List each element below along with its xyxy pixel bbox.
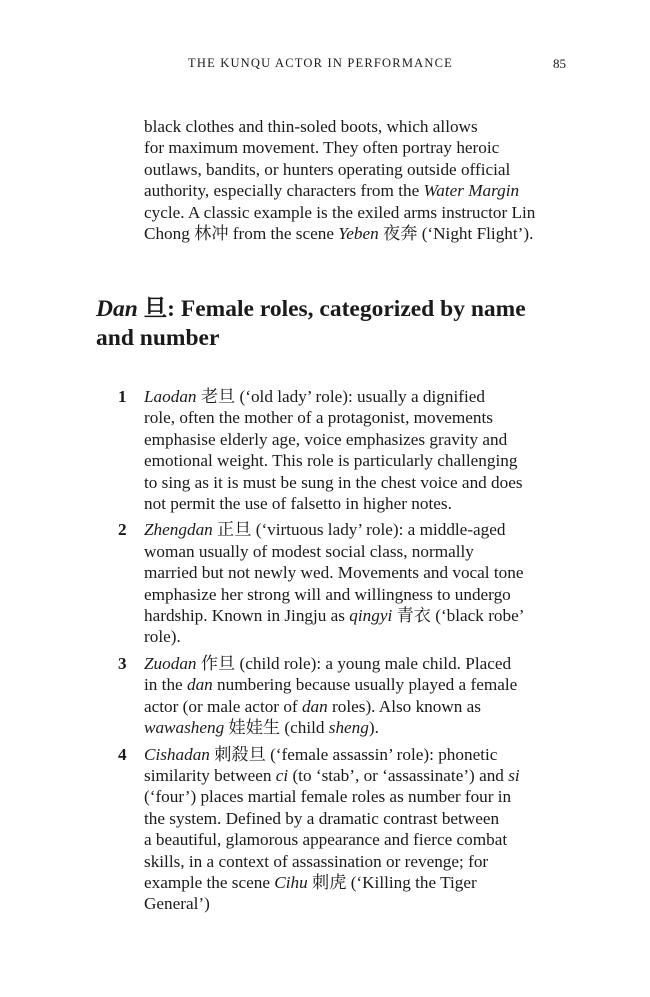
text-line: black clothes and thin-soled boots, which allows (144, 117, 478, 136)
page-number: 85 (553, 56, 566, 71)
text-line: to sing as it is must be sung in the chest voice and does (144, 472, 523, 492)
text-line: Cishadan 刺殺旦 (‘female assassin’ role): phonetic (144, 744, 498, 764)
list-item (96, 519, 586, 647)
text-line: the system. Defined by a dramatic contrast between (144, 808, 500, 828)
text-line: a beautiful, glamorous appearance and fierce combat (144, 830, 508, 850)
text-line: not permit the use of falsetto in higher notes. (144, 494, 452, 514)
item-number: 2 (118, 520, 127, 540)
text-line: role). (144, 627, 181, 647)
italic-term: dan (301, 696, 328, 716)
italic-term: dan (186, 675, 213, 695)
text-line: authority, especially characters from the Water Margin (144, 181, 520, 201)
italic-term: Laodan (144, 387, 197, 406)
italic-term: Cihu (274, 872, 308, 892)
role-list (96, 386, 586, 920)
text-line: (‘four’) places martial female roles as number four in (144, 787, 512, 807)
text-line: in the dan numbering because usually played a female (144, 675, 518, 695)
italic-term: si (508, 765, 520, 785)
text-line: married but not newly wed. Movements and vocal tone (144, 563, 524, 583)
running-title: THE KUNQU ACTOR IN PERFORMANCE (188, 56, 453, 70)
text-line: skills, in a context of assassination or revenge; for (144, 851, 489, 871)
text-line: Zhengdan 正旦 (‘virtuous lady’ role): a middle-aged (144, 520, 506, 540)
text-line: wawasheng 娃娃生 (child sheng). (144, 718, 379, 738)
text-line: Chong 林冲 from the scene Yeben 夜奔 (‘Night Flight’). (144, 224, 534, 244)
list-item (96, 744, 586, 915)
italic-term: Water Margin (423, 181, 520, 201)
text-line: General’) (144, 894, 210, 914)
text-line: Laodan 老旦 (‘old lady’ role): usually a dignified (144, 387, 485, 406)
italic-term: wawasheng (144, 718, 225, 738)
text-line: example the scene Cihu 刺虎 (‘Killing the Tiger (144, 872, 477, 892)
text-line: role, often the mother of a protagonist, movements (144, 408, 493, 428)
text-line: woman usually of modest social class, normally (144, 541, 474, 561)
text-line: emphasise elderly age, voice emphasizes gravity and (144, 429, 508, 449)
list-item (96, 653, 586, 739)
heading-line: and number (96, 325, 220, 351)
running-head (0, 56, 650, 74)
italic-term: ci (275, 765, 289, 785)
text-line: for maximum movement. They often portray heroic (144, 138, 500, 158)
text-line: outlaws, bandits, or hunters operating outside official (144, 159, 511, 179)
list-item (96, 386, 586, 514)
text-line: emphasize her strong will and willingness to undergo (144, 584, 511, 604)
italic-term: qingyi (349, 606, 393, 626)
item-number: 3 (118, 653, 127, 673)
text-line: similarity between ci (to ‘stab’, or ‘assassinate’) and si (144, 765, 520, 785)
heading-line: Dan 旦: Female roles, categorized by name (96, 296, 526, 322)
item-number: 1 (118, 387, 127, 406)
text-line: Zuodan 作旦 (child role): a young male child. Placed (144, 653, 512, 673)
italic-term: Dan (96, 296, 138, 322)
italic-term: Zhengdan (144, 520, 213, 540)
intro-paragraph (144, 116, 584, 244)
text-line: cycle. A classic example is the exiled arms instructor Lin (144, 202, 536, 222)
italic-term: sheng (328, 718, 369, 738)
section-heading (96, 295, 596, 353)
text-line: emotional weight. This role is particularly challenging (144, 451, 518, 471)
italic-term: Zuodan (144, 653, 197, 673)
text-line: actor (or male actor of dan roles). Also known as (144, 696, 481, 716)
italic-term: Yeben (338, 224, 379, 244)
text-line: hardship. Known in Jingju as qingyi 青衣 (‘black robe’ (144, 606, 525, 626)
italic-term: Cishadan (144, 744, 210, 764)
item-number: 4 (118, 744, 127, 764)
